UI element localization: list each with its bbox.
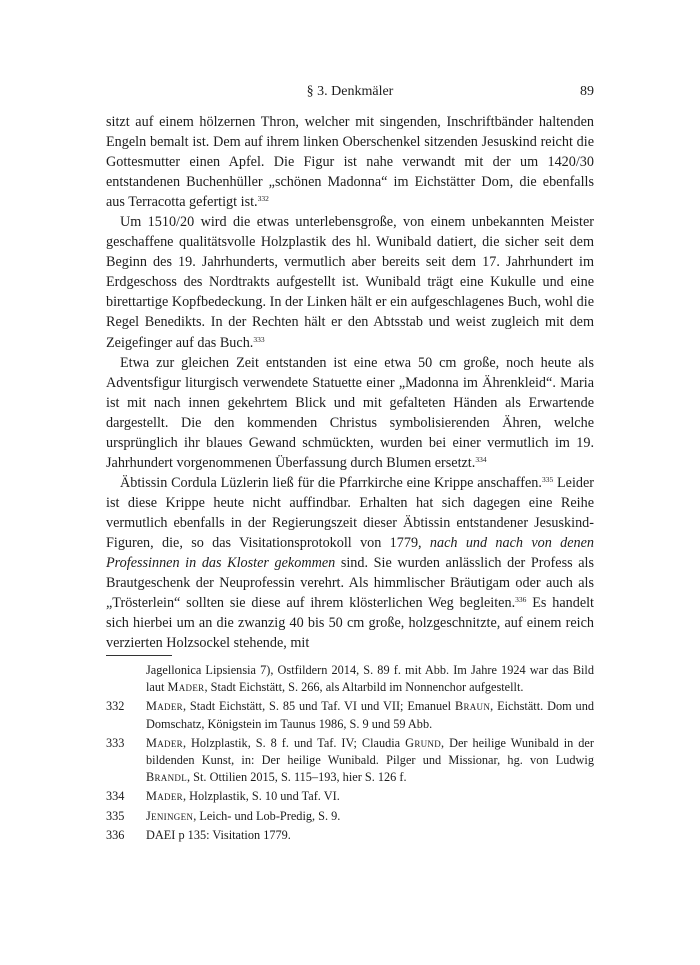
footnote-number: 335 bbox=[106, 808, 125, 823]
footnote-text: , Holzplastik, S. 8 f. und Taf. IV; Claudia bbox=[182, 735, 406, 750]
footnote-number: 336 bbox=[106, 827, 125, 842]
paragraph-text: Etwa zur gleichen Zeit entstanden ist eine etwa 50 cm große, noch heute als Adventsfigur liturgisch verwendete Statuette einer „Madonna im Ährenkleid“. Maria ist mit nach innen gekehrtem Blick und mit gefalteten Händen als Erwartende dargestellt. Die den kommenden Christus symbolisierenden Ähren, welche ursprünglich ihr blaues Gewand schmückten, wurden bei einer vermutlich im 19. Jahrhundert vorgenommenen Überfassung durch Blumen ersetzt. bbox=[106, 354, 594, 471]
footnote-ref-333: 333 bbox=[253, 334, 265, 344]
author-name: Mader bbox=[146, 789, 183, 804]
paragraph-2 bbox=[106, 212, 594, 352]
footnote-ref-336: 336 bbox=[515, 595, 527, 605]
paragraph-text: sind. Sie wurden anlässlich der Profess als Brautgeschenk der Neuprofessin verehrt. Als himmlischer Bräutigam oder auch als „Trösterlein“ sollten sie diese auf ihrem klösterlichen Weg begleiten. bbox=[106, 555, 594, 612]
quotation-italic: nach und nach von denen Professinnen in das Kloster gekommen bbox=[106, 534, 594, 572]
paragraph-text: Leider ist diese Krippe heute nicht auffindbar. Erhalten hat sich dagegen eine Reihe vermutlich ebenfalls in der Regierungszeit dieser Äbtissin entstandener Jesuskind-Figuren, die, so das Visitationsprotokoll von 1779, bbox=[106, 474, 595, 551]
footnote-text: , Eichstätt. Dom und Domschatz, Königstein im Taunus 1986, S. 9 und 59 Abb. bbox=[146, 699, 595, 731]
author-name: Mader bbox=[146, 735, 183, 750]
footnote-text: DAEI p 135: Visitation 1779. bbox=[146, 827, 291, 842]
author-name: Mader bbox=[167, 680, 205, 695]
paragraph-3 bbox=[106, 353, 594, 473]
footnote-text: , Leich- und Lob-Predig, S. 9. bbox=[193, 808, 341, 823]
paragraph-text: Um 1510/20 wird die etwas unterlebensgroße, von einem unbekannten Meister geschaffene qualitätsvolle Holzplastik des hl. Wunibald datiert, die sicher seit dem Beginn des 19. Jahrhunderts, vermutlich aber bereits seit dem 17. Jahrhundert im Erdgeschoss des Nordtrakts aufgestellt ist. Wunibald trägt eine Kukulle und eine birettartige Kopfbedeckung. In der Linken hält er ein aufgeschlagenes Buch, wohl die Regel Benedikts. In der Rechten hält er den Abtsstab und weist zugleich mit dem Zeigefinger auf das Buch. bbox=[106, 214, 594, 351]
footnote-334 bbox=[106, 788, 594, 805]
footnote-continuation bbox=[106, 662, 594, 696]
footnote-text: , St. Ottilien 2015, S. 115–193, hier S. 126 f. bbox=[187, 770, 407, 785]
page-number: 89 bbox=[580, 84, 594, 99]
footnotes bbox=[106, 662, 594, 846]
footnote-text: Jagellonica Lipsiensia 7), Ostfildern 2014, S. 89 f. mit Abb. Im Jahre 1924 war das Bild laut bbox=[146, 663, 594, 695]
footnote-number: 333 bbox=[106, 735, 125, 750]
paragraph-text: Es handelt sich hierbei um an die zwanzig 40 bis 50 cm große, holzgeschnitzte, auf einem reich verzierten Holzsockel stehende, mit bbox=[106, 595, 594, 652]
author-name: Braun bbox=[454, 699, 491, 714]
author-name: Mader bbox=[146, 699, 183, 714]
footnote-text: , Der heilige Wunibald in der bildenden Kunst, in: Der heilige Wunibald. Pilger und Missionar, hg. von Ludwig bbox=[146, 735, 594, 768]
paragraph-1 bbox=[106, 112, 594, 212]
footnote-separator bbox=[106, 655, 172, 656]
footnote-ref-334: 334 bbox=[475, 454, 487, 464]
footnote-ref-332: 332 bbox=[257, 194, 269, 204]
footnote-text: , Holzplastik, S. 10 und Taf. VI. bbox=[182, 789, 340, 804]
footnote-text: , Stadt Eichstätt, S. 85 und Taf. VI und VII; Emanuel bbox=[182, 699, 455, 714]
paragraph-text: Äbtissin Cordula Lüzlerin ließ für die Pfarrkirche eine Krippe anschaffen. bbox=[120, 474, 542, 491]
footnote-333 bbox=[106, 735, 594, 787]
running-header bbox=[106, 84, 594, 106]
footnote-ref-335: 335 bbox=[541, 474, 554, 484]
footnote-336 bbox=[106, 827, 594, 844]
footnote-number: 334 bbox=[106, 789, 125, 804]
footnote-number: 332 bbox=[106, 699, 125, 714]
author-name: Jeningen bbox=[146, 808, 194, 823]
footnote-335 bbox=[106, 808, 594, 825]
section-title: § 3. Denkmäler bbox=[306, 84, 394, 99]
footnote-332 bbox=[106, 698, 594, 732]
paragraph-text: sitzt auf einem hölzernen Thron, welcher mit singenden, Inschriftbänder haltenden Engeln bemalt ist. Dem auf ihrem linken Oberschenkel sitzenden Jesuskind reicht die Gottesmutter einen Apfel. Die Figur ist nahe verwandt mit der um 1420/30 entstandenen Buchenhüller „schönen Madonna“ im Eichstätter Dom, die ebenfalls aus Terracotta gefertigt ist. bbox=[106, 114, 594, 211]
main-text bbox=[106, 112, 594, 653]
footnote-text: , Stadt Eichstätt, S. 266, als Altarbild im Nonnenchor aufgestellt. bbox=[204, 680, 524, 695]
paragraph-4 bbox=[106, 473, 594, 653]
author-name: Grund bbox=[405, 735, 442, 750]
author-name: Brandl bbox=[146, 770, 188, 785]
